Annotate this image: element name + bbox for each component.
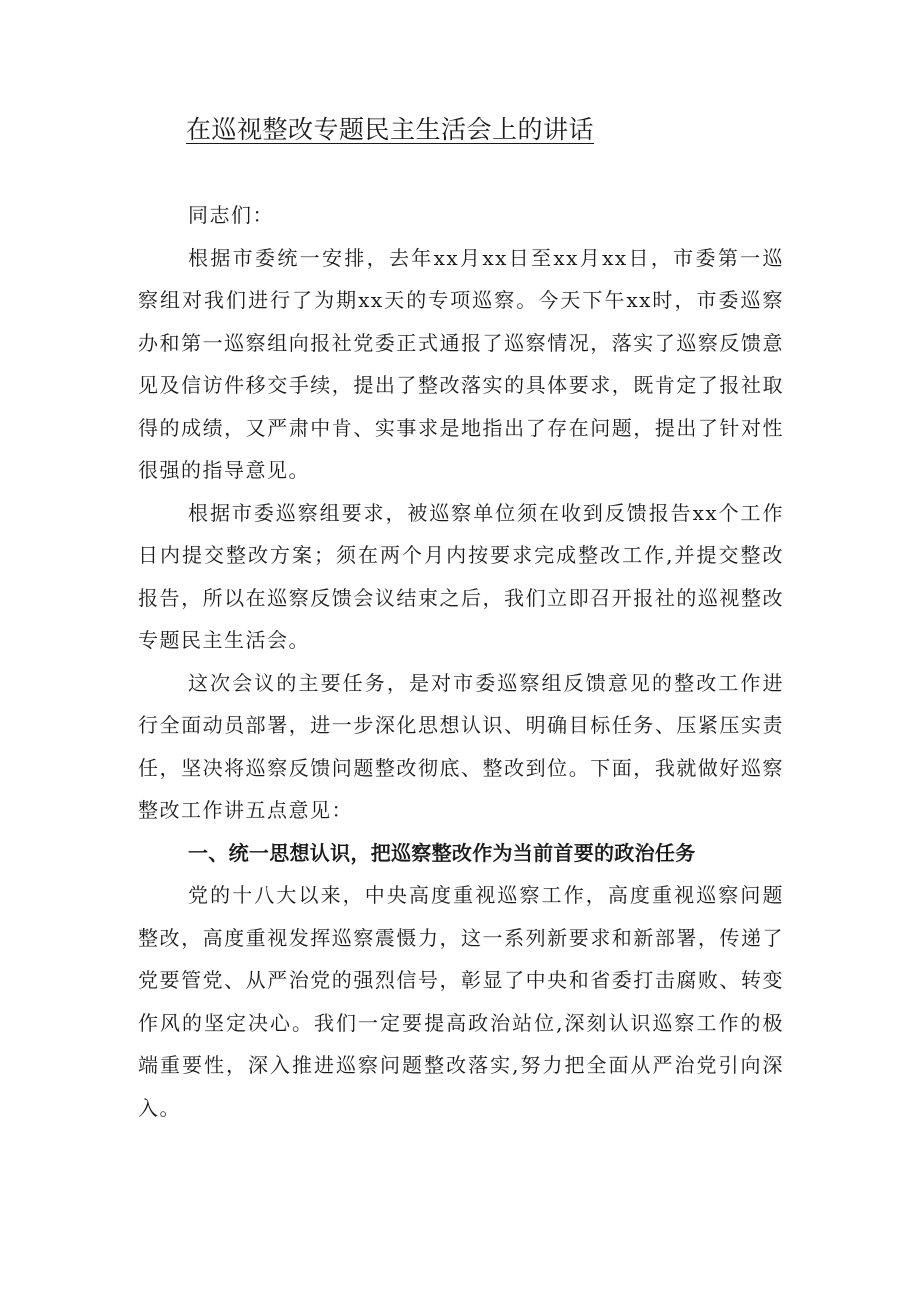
paragraph-section-1: 党的十八大以来，中央高度重视巡察工作，高度重视巡察问题整改，高度重视发挥巡察震慑力，这一系列新要求和新部署，传递了党要管党、从严治党的强烈信号，彰显了中央和省委打击腐败、转变作风的坚定决心。我们一定要提高政治站位,深刻认识巡察工作的极端重要性，深入推进巡察问题整改落实,努力把全面从严治党引向深入。 bbox=[138, 883, 784, 1120]
document-title: 在巡视整改专题民主生活会上的讲话 bbox=[186, 115, 595, 144]
paragraph-inspection-background: 根据市委统一安排，去年xx月xx日至xx月xx日，市委第一巡察组对我们进行了为期xx天的专项巡察。今天下午xx时，市委巡察办和第一巡察组向报社党委正式通报了巡察情况，落实了巡察反馈意见及信访件移交手续，提出了整改落实的具体要求，既肯定了报社取得的成绩，又严肃中肯、实事求是地指出了存在问题，提出了针对性很强的指导意见。 bbox=[138, 245, 784, 482]
document-body bbox=[138, 194, 784, 1129]
salutation: 同志们： bbox=[188, 203, 274, 227]
paragraph-meeting-task: 这次会议的主要任务，是对市委巡察组反馈意见的整改工作进行全面动员部署，进一步深化思想认识、明确目标任务、压紧压实责任，坚决将巡察反馈问题整改彻底、整改到位。下面，我就做好巡察整改工作讲五点意见： bbox=[138, 670, 784, 822]
paragraph-rectification-requirements: 根据市委巡察组要求，被巡察单位须在收到反馈报告xx个工作日内提交整改方案；须在两个月内按要求完成整改工作,并提交整改报告，所以在巡察反馈会议结束之后，我们立即召开报社的巡视整改专题民主生活会。 bbox=[138, 500, 784, 652]
section-heading-1: 一、统一思想认识，把巡察整改作为当前首要的政治任务 bbox=[188, 840, 696, 865]
